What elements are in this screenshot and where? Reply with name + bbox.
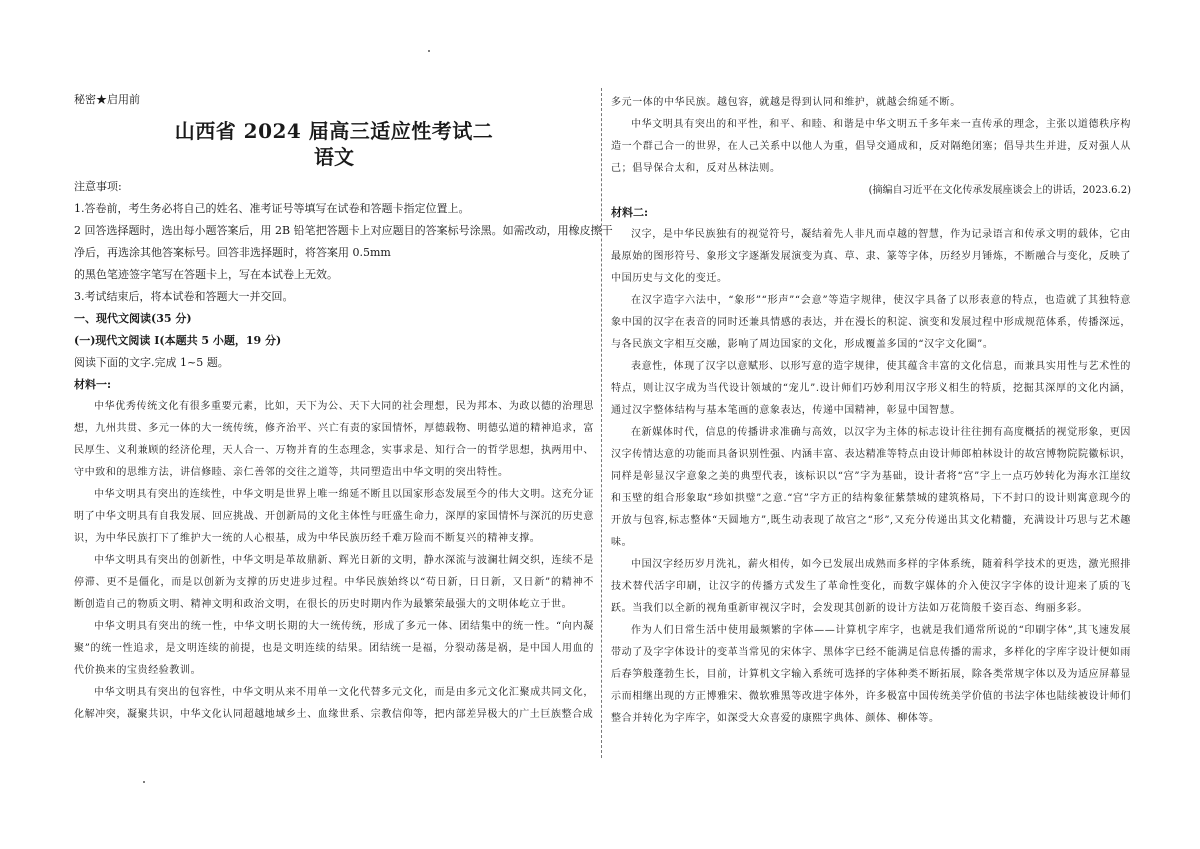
paragraph: 汉字，是中华民族独有的视觉符号，凝结着先人非凡而卓越的智慧，作为记录语言和传承文明的载体，它由最原始的图形符号、象形文字逐渐发展演变为真、草、隶、篆等字体，历经岁月锤炼，不断融合与变化，反映了中国历史与文化的变迁。: [611, 229, 1131, 284]
note-line: 的黑色笔迹签字笔写在答题卡上，写在本试卷上无效。: [74, 268, 338, 281]
paragraph: 中华文明具有突出的和平性，和平、和睦、和谐是中华文明五千多年来一直传承的理念，主张以道德秩序构造一个群己合一的世界，在人己关系中以他人为重，倡导交通成和，反对隔绝闭塞；倡导共生并进，反对强人从己；倡导保合太和，反对丛林法则。: [611, 119, 1131, 174]
paragraph: 作为人们日常生活中使用最频繁的字体——计算机字库字，也就是我们通常所说的“印刷字体”,其飞速发展带动了及字字体设计的变革当常见的宋体字、黑体字已经不能满足信息传播的需求，多样化的字库字设计便如雨后春笋般蓬勃生长，目前，计算机文字输入系统可选择的字体种类不断拓展，除各类常规字体以及为适应屏幕显示而相继出现的方正博雅宋、微软雅黑等改进字体外，许多极富中国传统美学价值的书法字体也陆续被设计师们整合并转化为字库字，如深受大众喜爱的康熙字典体、颜体、柳体等。: [611, 625, 1131, 724]
notes-heading: 注意事项:: [74, 180, 122, 193]
note-line: 净后，再选涂其他答案标号。回答非选择题时，将答案用 0.5mm: [74, 246, 391, 259]
column-divider: [601, 88, 602, 758]
paragraph: 中华优秀传统文化有很多重要元素，比如，天下为公、天下大同的社会理想，民为邦本、为政以德的治理思想，九州共贯、多元一体的大一统传统，修齐治平、兴亡有责的家国情怀，厚德载物、明德弘道的精神追求，富民厚生、义利兼顾的经济伦理，天人合一、万物并育的生态理念，实事求是、知行合一的哲学思想，执两用中、守中致和的思维方法，讲信修睦、亲仁善邻的交往之道等，共同塑造出中华文明的突出特性。: [74, 401, 594, 478]
material-2-label: 材料二:: [611, 206, 649, 219]
paragraph: 中华文明具有突出的包容性，中华文明从来不用单一文化代替多元文化，而是由多元文化汇聚成共同文化，化解冲突，凝聚共识，中华文化认同超越地域乡土、血缘世系、宗教信仰等，把内部差异极大的广土巨族整合成: [74, 687, 594, 720]
instruction: 阅读下面的文字.完成 1~5 题。: [74, 356, 229, 369]
paragraph: 在新媒体时代，信息的传播讲求准确与高效，以汉字为主体的标志设计往往拥有高度概括的视觉形象，更因汉字传情达意的功能而具备识别性强、内涵丰富、表达精准等特点由设计师郎柏林设计的故宫博物院院徽标识，同样是彰显汉字意象之美的典型代表，该标识以“宫”字为基础，设计者将“宫”字上一点巧妙转化为海水江崖纹和玉壁的组合形象取“珍如拱璧”之意.“宫”字方正的结构象征紫禁城的建筑格局，下不封口的设计则寓意现今的开放与包容,标志整体“天圆地方”,既生动表现了故宫之“形”,又充分传递出其文化精髓，充满设计巧思与艺术趣味。: [611, 427, 1131, 548]
paragraph: 中华文明具有突出的连续性，中华文明是世界上唯一绵延不断且以国家形态发展至今的伟大文明。这充分证明了中华文明具有自我发展、回应挑战、开创新局的文化主体性与旺盛生命力，深厚的家国情怀与深沉的历史意识，为中华民族打下了维护大一统的人心根基，成为中华民族历经千难万险而不断复兴的精神支撑。: [74, 489, 594, 544]
secret-label: 秘密★启用前: [74, 93, 140, 106]
paragraph: 表意性，体现了汉字以意赋形、以形写意的造字规律，使其蕴含丰富的文化信息，而兼具实用性与艺术性的特点，则让汉字成为当代设计领域的“宠儿”.设计师们巧妙利用汉字形义相生的特质，挖掘其深厚的文化内涵，通过汉字整体结构与基本笔画的意象表达，传递中国精神，彰显中国智慧。: [611, 361, 1131, 416]
subject-title: 语文: [314, 145, 354, 169]
paragraph: 多元一体的中华民族。越包容，就越是得到认同和维护，就越会绵延不断。: [611, 97, 961, 108]
note-line: 2 回答选择题时，选出每小题答案后，用 2B 铅笔把答题卡上对应题目的答案标号涂黑。如需改动，用橡皮擦干: [74, 224, 613, 237]
scan-dot: [143, 781, 145, 783]
subpart-heading: (一)现代文阅读 I(本题共 5 小题，19 分): [74, 334, 282, 347]
part-heading: 一、现代文阅读(35 分): [74, 312, 192, 325]
note-line: 1.答卷前，考生务必将自己的姓名、准考证号等填写在试卷和答题卡指定位置上。: [74, 202, 470, 215]
right-column: [611, 92, 1131, 730]
paragraph: 中华文明具有突出的统一性，中华文明长期的大一统传统，形成了多元一体、团结集中的统一性。“向内凝聚”的统一性追求，是文明连续的前提，也是文明连续的结果。团结统一是福，分裂动荡是祸，是中国人用血的代价换来的宝贵经验教训。: [74, 621, 594, 676]
scan-dot: [428, 50, 430, 52]
paragraph: 中华文明具有突出的创新性，中华文明是革故鼎新、辉光日新的文明，静水深流与波澜壮阔交织，连续不是停滞、更不是僵化，而是以创新为支撑的历史进步过程。中华民族始终以“苟日新，日日新，又日新”的精神不断创造自己的物质文明、精神文明和政治文明，在很长的历史时期内作为最繁荣最强大的文明体屹立于世。: [74, 555, 594, 610]
citation: (摘编自习近平在文化传承发展座谈会上的讲话，2023.6.2): [868, 185, 1131, 196]
note-line: 3.考试结束后，将本试卷和答题大一并交回。: [74, 290, 294, 303]
material-1-label: 材料一:: [74, 378, 112, 391]
left-column: [74, 92, 613, 726]
paragraph: 中国汉字经历岁月洗礼，薪火相传，如今已发展出成熟而多样的字体系统，随着科学技术的更迭，激光照排技术替代活字印刷，让汉字的传播方式发生了革命性变化，而数字媒体的介入使汉字字体的设计迎来了质的飞跃。当我们以全新的视角重新审视汉字时，会发现其创新的设计方法如万花筒般千姿百态、绚丽多彩。: [611, 559, 1131, 614]
exam-title: 山西省 2024 届高三适应性考试二: [174, 119, 494, 143]
paragraph: 在汉字造字六法中，“象形”“形声”“会意”等造字规律，使汉字具备了以形表意的特点，也造就了其独特意象中国的汉字在表音的同时还兼具情感的表达，并在漫长的积淀、演变和发展过程中形成规范体系，传播深远，与各民族文字相互交融，影响了周边国家的文化，形成覆盖多国的“汉字文化圈”。: [611, 295, 1131, 350]
